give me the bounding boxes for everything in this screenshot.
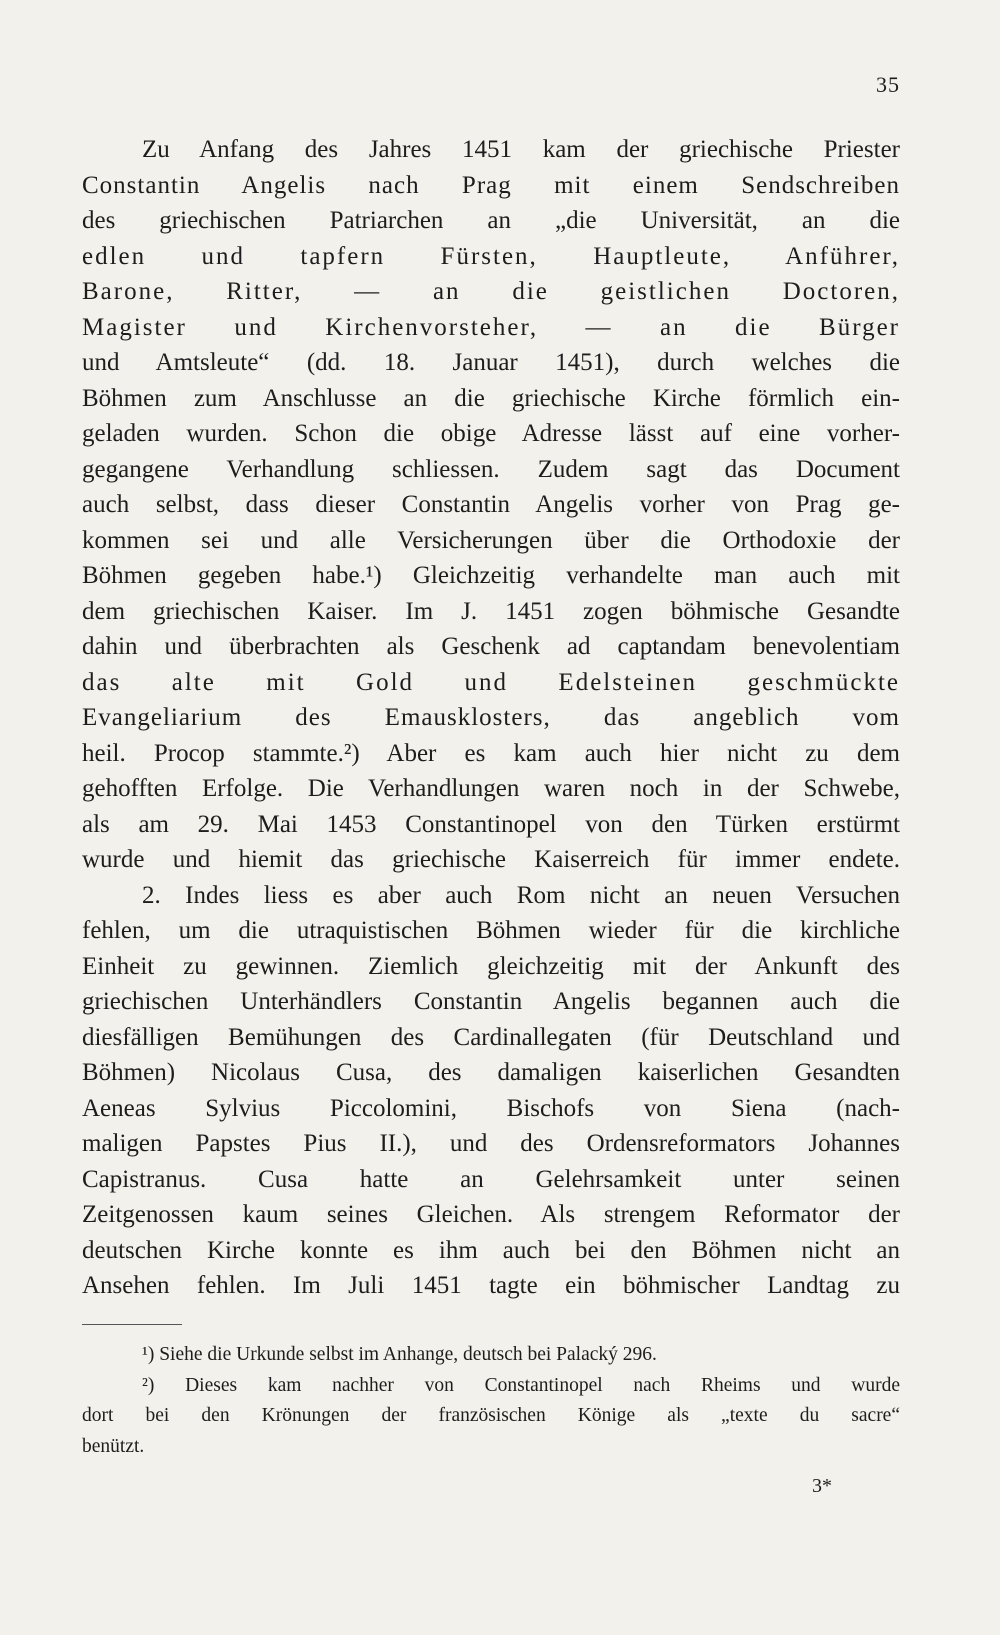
text-line: Einheit zu gewinnen. Ziemlich gleichzeitig mit der Ankunft des (82, 952, 900, 980)
text-line: Magister und Kirchenvorsteher, — an die Bürger (82, 313, 900, 341)
text-line: Aeneas Sylvius Piccolomini, Bischofs von Siena (nach- (82, 1094, 900, 1122)
text-line: Ansehen fehlen. Im Juli 1451 tagte ein böhmischer Landtag zu (82, 1272, 900, 1299)
text-line: gegangene Verhandlung schliessen. Zudem sagt das Document (82, 455, 900, 483)
text-line: des griechischen Patriarchen an „die Universität, an die (82, 207, 900, 234)
text-line: Zeitgenossen kaum seines Gleichen. Als strengem Reformator der (82, 1201, 900, 1228)
text-line: und Amtsleute“ (dd. 18. Januar 1451), durch welches die (82, 349, 900, 376)
text-line: fehlen, um die utraquistischen Böhmen wieder für die kirchliche (82, 917, 900, 944)
text-line: kommen sei und alle Versicherungen über die Orthodoxie der (82, 526, 900, 554)
text-line: wurde und hiemit das griechische Kaiserreich für immer endete. (82, 846, 900, 873)
text-line: das alte mit Gold und Edelsteinen geschmückte (82, 668, 900, 696)
text-line: gehofften Erfolge. Die Verhandlungen waren noch in der Schwebe, (82, 775, 900, 802)
text-line: heil. Procop stammte.²) Aber es kam auch hier nicht zu dem (82, 739, 900, 767)
footnote-divider (82, 1324, 182, 1325)
page-number: 35 (876, 72, 900, 97)
footnote-continuation: benützt. (82, 1435, 145, 1457)
text-line: griechischen Unterhändlers Constantin Angelis begannen auch die (82, 988, 900, 1015)
signature-mark: 3* (812, 1475, 832, 1497)
text-line: Capistranus. Cusa hatte an Gelehrsamkeit unter seinen (82, 1165, 900, 1193)
text-line: Böhmen) Nicolaus Cusa, des damaligen kaiserlichen Gesandten (82, 1059, 900, 1086)
text-line: geladen wurden. Schon die obige Adresse lässt auf eine vorher- (82, 420, 900, 447)
footnote: ¹) Siehe die Urkunde selbst im Anhange, deutsch bei Palacký 296. (142, 1344, 657, 1365)
text-line: als am 29. Mai 1453 Constantinopel von den Türken erstürmt (82, 810, 900, 838)
text-line: dahin und überbrachten als Geschenk ad captandam benevolentiam (82, 633, 900, 660)
text-line: diesfälligen Bemühungen des Cardinallegaten (für Deutschland und (82, 1023, 900, 1051)
text-line: auch selbst, dass dieser Constantin Angelis vorher von Prag ge- (82, 491, 900, 518)
text-line: Böhmen zum Anschlusse an die griechische Kirche förmlich ein- (82, 384, 900, 412)
text-line: deutschen Kirche konnte es ihm auch bei den Böhmen nicht an (82, 1236, 900, 1264)
text-line: Böhmen gegeben habe.¹) Gleichzeitig verhandelte man auch mit (82, 562, 900, 589)
text-line: Evangeliarium des Emausklosters, das angeblich vom (82, 704, 900, 731)
text-line: Constantin Angelis nach Prag mit einem Sendschreiben (82, 171, 900, 199)
text-line: maligen Papstes Pius II.), und des Ordensreformators Johannes (82, 1130, 900, 1157)
text-line: dem griechischen Kaiser. Im J. 1451 zogen böhmische Gesandte (82, 597, 900, 625)
footnotes (82, 1340, 900, 1462)
text-line: edlen und tapfern Fürsten, Hauptleute, Anführer, (82, 242, 900, 270)
body-text (82, 132, 900, 1304)
text-line: 2. Indes liess es aber auch Rom nicht an neuen Versuchen (142, 881, 900, 909)
footnote-continuation: dort bei den Krönungen der französischen Könige als „texte du sacre“ (82, 1405, 900, 1426)
text-line: Zu Anfang des Jahres 1451 kam der griechische Priester (142, 136, 900, 163)
text-line: Barone, Ritter, — an die geistlichen Doctoren, (82, 278, 900, 305)
footnote: ²) Dieses kam nachher von Constantinopel nach Rheims und wurde (142, 1374, 900, 1396)
